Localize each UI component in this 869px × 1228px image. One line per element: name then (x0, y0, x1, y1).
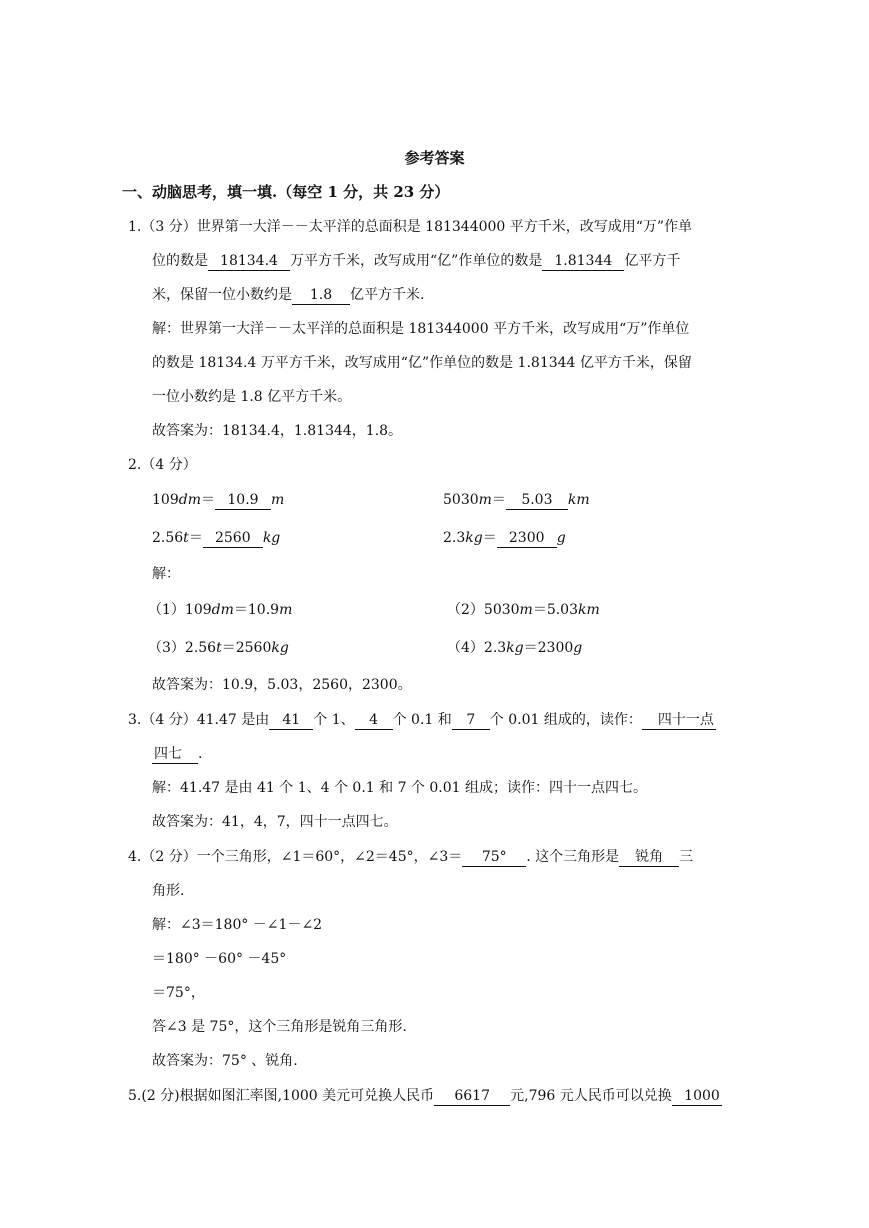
q4-solution-2: ＝180° －60° －45° (152, 951, 287, 967)
q2-heading: 2.（4 分） (128, 457, 197, 473)
q3-blank-2: 4 (355, 712, 393, 730)
q1-solution-3: 一位小数约是 1.8 亿平方千米。 (152, 389, 352, 405)
q2-blank-4: 2300 (497, 530, 557, 548)
q4-blank-2: 锐角 (619, 849, 679, 867)
q4-answer: 故答案为：75° 、锐角. (152, 1053, 298, 1069)
q2-item-1: 109dm＝ 10.9 m (152, 492, 285, 508)
page-title: 参考答案 (404, 149, 465, 167)
q1-blank-2: 1.81344 (542, 253, 624, 271)
q3-line2: 四七 . (154, 746, 203, 762)
q3-blank-4b: 四七 (152, 746, 198, 764)
q2-item-3: 2.56t＝ 2560 kg (152, 530, 281, 546)
q1-blank-1: 18134.4 (208, 253, 290, 271)
q2-item-2: 5030m＝ 5.03 km (443, 492, 590, 508)
q3-solution: 解：41.47 是由 41 个 1、4 个 0.1 和 7 个 0.01 组成；读作：四十一点四七。 (152, 780, 648, 796)
q2-blank-3: 2560 (203, 530, 263, 548)
q1-solution-1: 解：世界第一大洋－－太平洋的总面积是 181344000 平方千米，改写成用“万”作单位 (152, 321, 690, 337)
q1-answer: 故答案为：18134.4，1.81344，1.8。 (152, 423, 403, 439)
q3-blank-3: 7 (452, 712, 490, 730)
q2-item-4: 2.3kg＝ 2300 g (443, 530, 566, 546)
q2-blank-2: 5.03 (506, 492, 568, 510)
q1-line1: 1.（3 分）世界第一大洋－－太平洋的总面积是 181344000 平方千米，改写成用“万”作单 (128, 219, 693, 235)
q1-blank-3: 1.8 (292, 287, 350, 305)
q5-line1: 5.(2 分)根据如图汇率图,1000 美元可兑换人民币 6617 元,796 元人民币可以兑换 1000 (128, 1088, 720, 1104)
q4-solution-3: ＝75°， (152, 985, 205, 1001)
q3-answer: 故答案为：41，4，7，四十一点四七。 (152, 814, 398, 830)
q1-line3: 米，保留一位小数约是 1.8 亿平方千米. (152, 287, 425, 303)
q4-solution-4: 答∠3 是 75°，这个三角形是锐角三角形. (152, 1019, 407, 1035)
q3-line1: 3.（4 分）41.47 是由 41 个 1、 4 个 0.1 和 7 个 0.01 组成的，读作： 四十一点 (128, 712, 714, 728)
section-heading: 一、动脑思考，填一填.（每空 1 分，共 23 分） (122, 183, 450, 201)
q3-blank-1: 41 (269, 712, 313, 730)
q2-answer: 故答案为：10.9，5.03，2560，2300。 (152, 677, 412, 693)
q4-solution-1: 解：∠3＝180° －∠1－∠2 (152, 917, 323, 933)
q1-solution-2: 的数是 18134.4 万平方千米，改写成用“亿”作单位的数是 1.81344 亿平方千米，保留 (152, 355, 692, 371)
q2-solution-4: （4）2.3kg＝2300g (447, 640, 583, 656)
q4-blank-1: 75° (462, 849, 526, 867)
q3-blank-4a: 四十一点 (642, 712, 716, 730)
q5-blank-2: 1000 (672, 1088, 722, 1106)
q4-line1: 4.（2 分）一个三角形，∠1＝60°，∠2＝45°，∠3＝ 75° . 这个三角形是 锐角 三 (128, 849, 694, 865)
q1-line2: 位的数是 18134.4 万平方千米，改写成用“亿”作单位的数是 1.81344 亿平方千 (152, 253, 681, 269)
q4-line2: 角形. (152, 883, 185, 899)
q5-blank-1: 6617 (434, 1088, 510, 1106)
q2-solution-label: 解： (152, 566, 180, 582)
q2-solution-3: （3）2.56t＝2560kg (148, 640, 289, 656)
q2-solution-1: （1）109dm＝10.9m (148, 602, 293, 618)
q2-solution-2: （2）5030m＝5.03km (447, 602, 600, 618)
q2-blank-1: 10.9 (215, 492, 271, 510)
